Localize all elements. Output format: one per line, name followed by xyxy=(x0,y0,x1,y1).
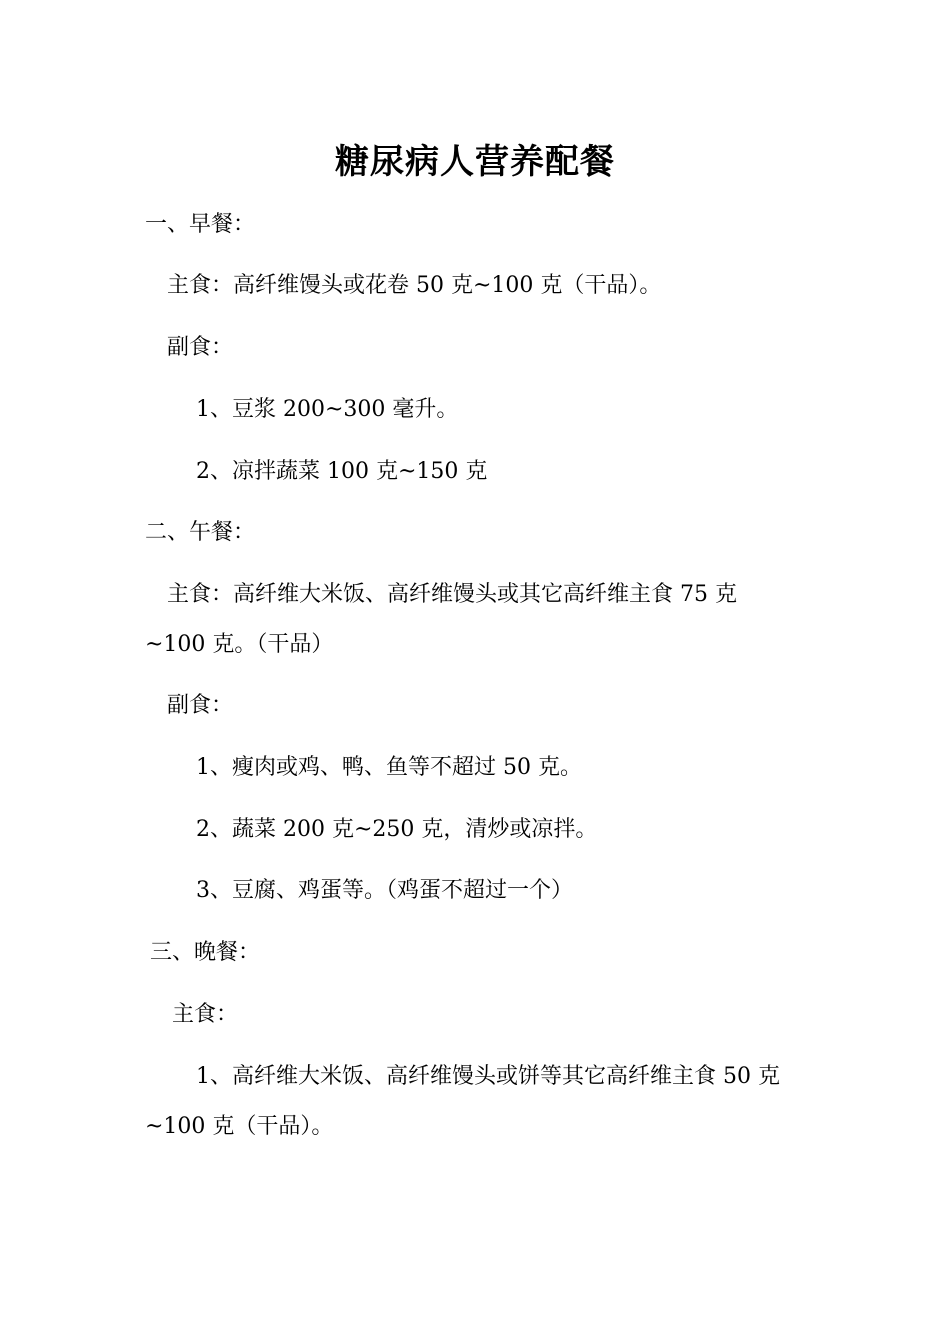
breakfast-side-heading: 副食： xyxy=(167,335,234,360)
lunch-side-item: 2、蔬菜 200 克~250 克，清炒或凉拌。 xyxy=(196,817,598,842)
document-title: 糖尿病人营养配餐 xyxy=(335,142,615,182)
breakfast-staple: 主食：高纤维馒头或花卷 50 克~100 克（干品）。 xyxy=(167,273,662,298)
breakfast-side-item: 1、豆浆 200~300 毫升。 xyxy=(196,397,459,422)
breakfast-heading: 一、早餐： xyxy=(145,212,256,237)
dinner-staple-item: 1、高纤维大米饭、高纤维馒头或饼等其它高纤维主食 50 克~100 克（干品）。 xyxy=(145,1064,780,1139)
lunch-side-item: 1、瘦肉或鸡、鸭、鱼等不超过 50 克。 xyxy=(196,755,582,780)
lunch-heading: 二、午餐： xyxy=(145,520,256,545)
dinner-staple-heading: 主食： xyxy=(172,1002,239,1027)
lunch-side-heading: 副食： xyxy=(167,693,234,718)
lunch-staple: 主食：高纤维大米饭、高纤维馒头或其它高纤维主食 75 克~100 克。（干品） xyxy=(145,582,737,657)
dinner-heading: 三、晚餐： xyxy=(150,940,261,965)
breakfast-side-item: 2、凉拌蔬菜 100 克~150 克 xyxy=(196,459,488,484)
lunch-side-item: 3、豆腐、鸡蛋等。（鸡蛋不超过一个） xyxy=(196,878,573,903)
